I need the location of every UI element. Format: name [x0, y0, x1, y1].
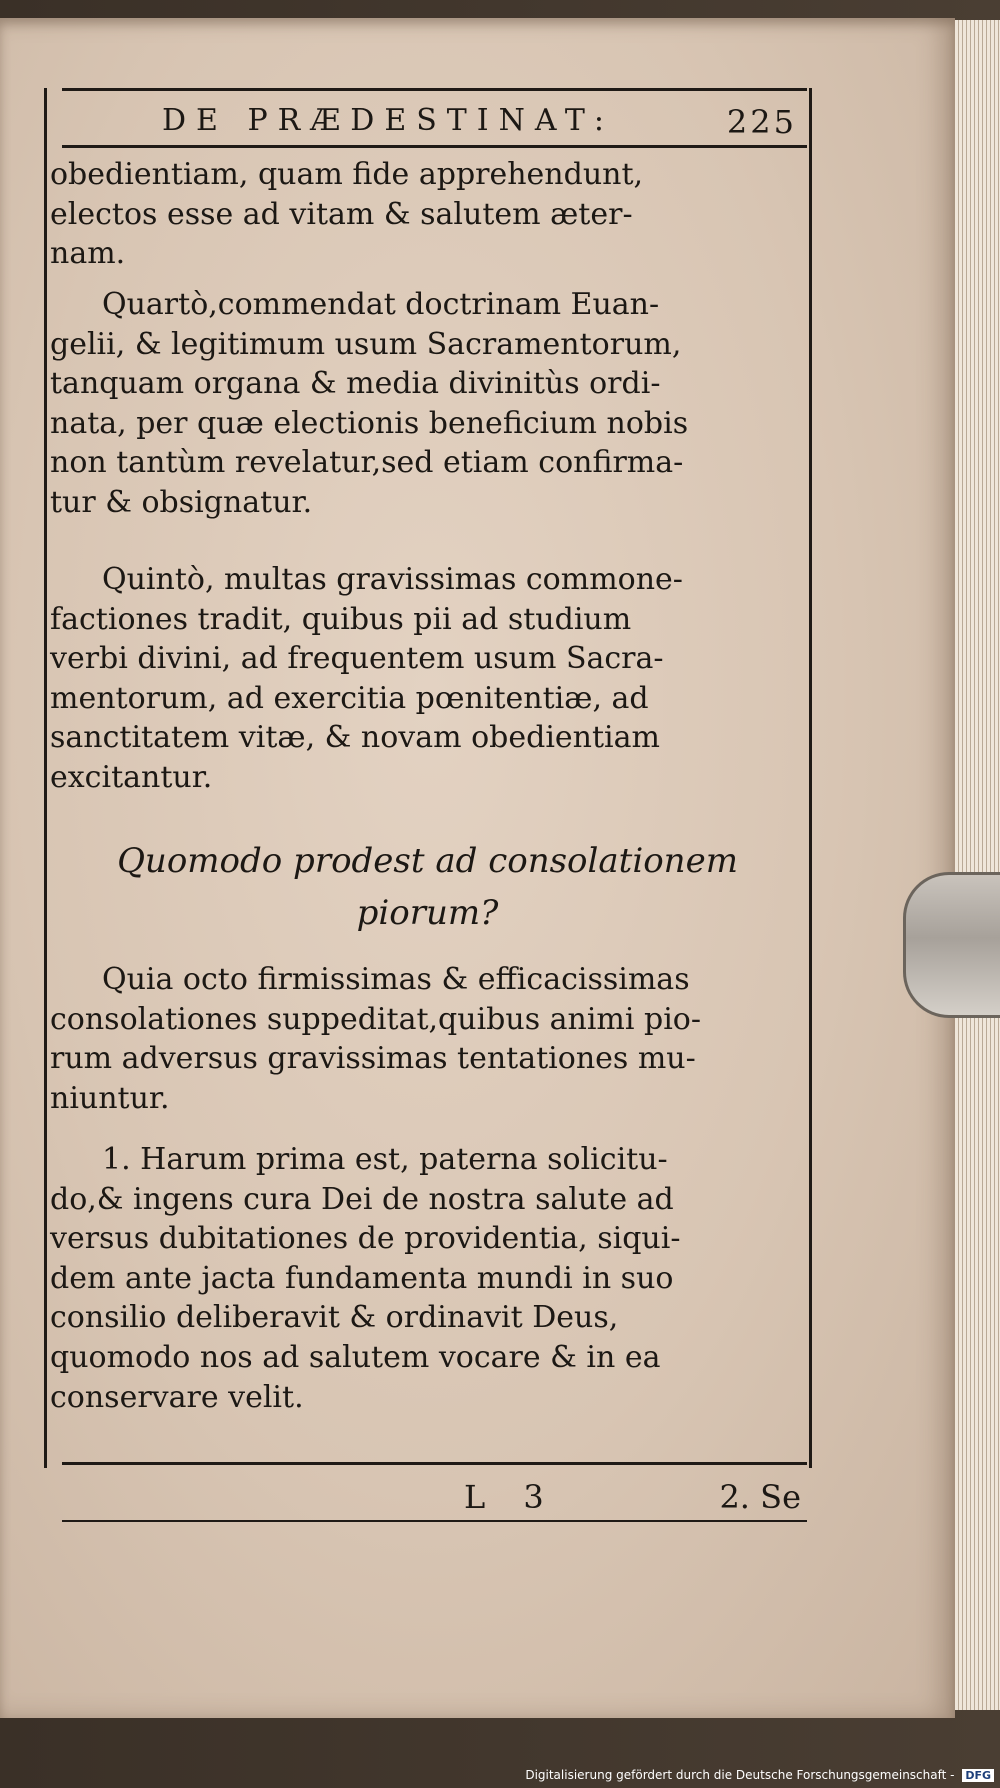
signature-mark: L 3 — [464, 1478, 558, 1516]
text-line: tanquam organa & media divinitùs ordi- — [50, 366, 661, 402]
paragraph-5 — [50, 1140, 805, 1417]
digitization-credit — [0, 1768, 994, 1782]
dfg-logo: DFG — [962, 1769, 994, 1782]
book-clasp — [903, 872, 1000, 1018]
paragraph-2 — [50, 285, 805, 523]
footer-rule — [62, 1520, 807, 1522]
text-line: quomodo nos ad salutem vocare & in ea — [50, 1339, 661, 1375]
catchword: 2. Se — [719, 1478, 801, 1516]
text-line: conservare velit. — [50, 1379, 304, 1415]
text-line: Quia octo firmissimas & efficacissimas — [102, 962, 690, 997]
page-number: 225 — [726, 103, 797, 141]
text-line: do,& ingens cura Dei de nostra salute ad — [50, 1181, 674, 1217]
text-line: Quartò,commendat doctrinam Euan- — [102, 287, 660, 322]
running-header — [150, 103, 805, 143]
top-rule — [62, 88, 807, 91]
page-footer — [60, 1478, 805, 1518]
text-line: excitantur. — [50, 759, 213, 795]
text-line: gelii, & legitimum usum Sacramentorum, — [50, 326, 682, 362]
text-line: Quintò, multas gravissimas commone- — [102, 562, 683, 597]
heading-line: Quomodo prodest ad consolationem — [117, 841, 738, 881]
text-line: verbi divini, ad frequentem usum Sacra- — [50, 641, 664, 677]
text-line: dem ante jacta fundamenta mundi in suo — [50, 1260, 674, 1296]
text-line: consilio deliberavit & ordinavit Deus, — [50, 1300, 619, 1336]
question-heading — [50, 835, 805, 939]
credit-text: Digitalisierung gefördert durch die Deutsche Forschungsgemeinschaft - — [525, 1768, 955, 1782]
text-line: versus dubitationes de providentia, siqui- — [50, 1221, 681, 1257]
text-line: tur & obsignatur. — [50, 484, 313, 520]
paragraph-4 — [50, 960, 805, 1118]
text-line: niuntur. — [50, 1080, 170, 1116]
text-line: sanctitatem vitæ, & novam obedientiam — [50, 720, 660, 756]
text-line: rum adversus gravissimas tentationes mu- — [50, 1041, 696, 1077]
text-line: 1. Harum prima est, paterna solicitu- — [102, 1142, 668, 1177]
text-line: nam. — [50, 236, 126, 272]
page-edges — [955, 20, 1000, 1710]
text-line: nata, per quæ electionis beneficium nobis — [50, 405, 689, 441]
text-line: electos esse ad vitam & salutem æter- — [50, 196, 633, 232]
text-line: non tantùm revelatur,sed etiam confirma- — [50, 445, 684, 481]
running-title: DE PRÆDESTINAT: — [162, 103, 614, 138]
text-line: obedientiam, quam fide apprehendunt, — [50, 157, 644, 192]
text-line: mentorum, ad exercitia pœnitentiæ, ad — [50, 680, 649, 716]
text-line: consolationes suppeditat,quibus animi pio- — [50, 1001, 702, 1037]
heading-line: piorum? — [356, 893, 499, 933]
text-line: factiones tradit, quibus pii ad studium — [50, 601, 632, 637]
paragraph-3 — [50, 560, 805, 798]
bottom-rule — [62, 1462, 807, 1465]
paragraph-1 — [50, 155, 805, 274]
header-rule — [62, 145, 807, 148]
